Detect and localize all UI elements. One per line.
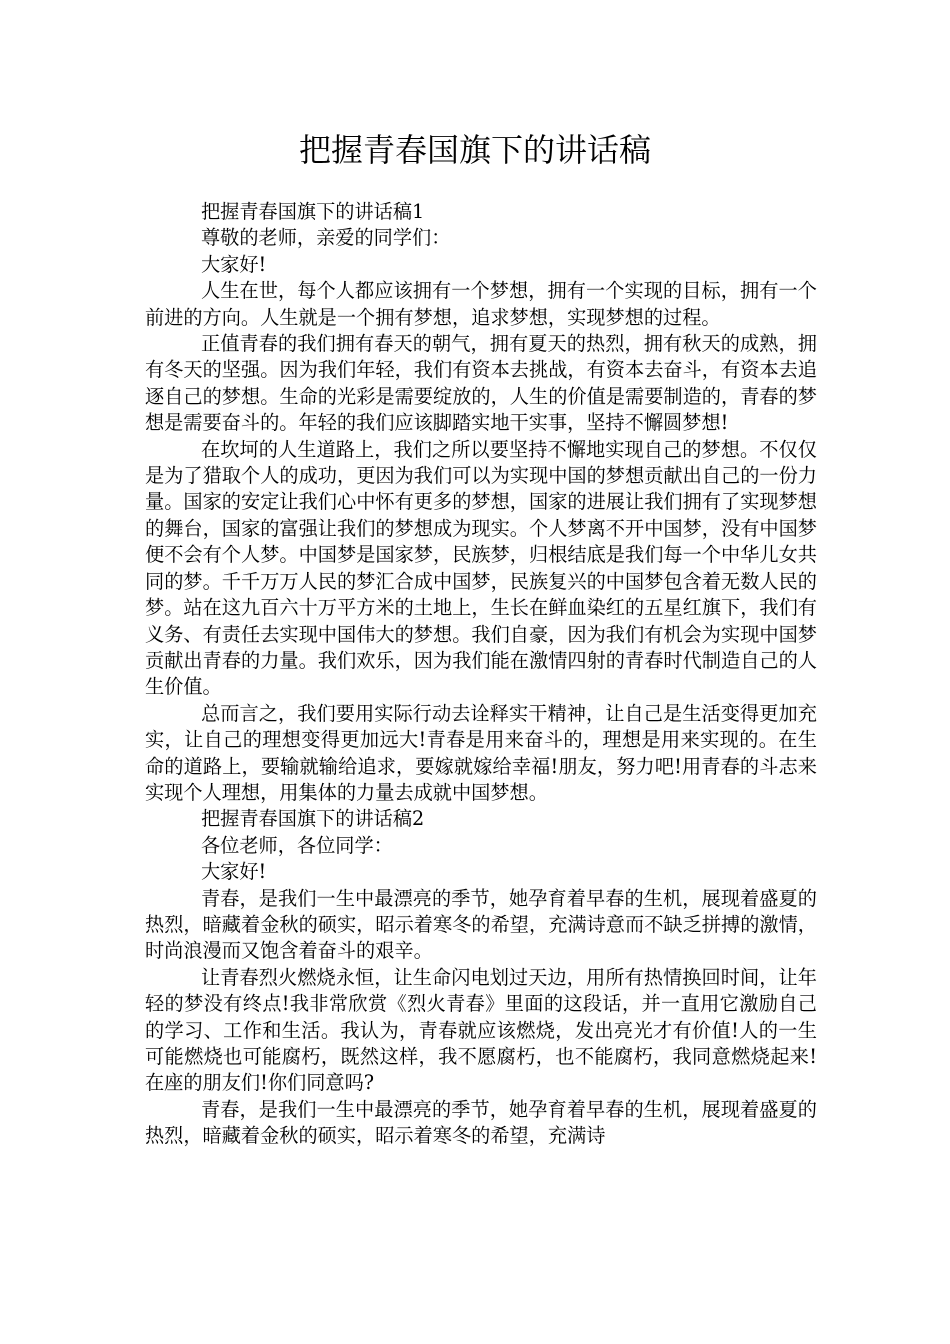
speech-1-salutation: 尊敬的老师，亲爱的同学们： <box>201 226 451 250</box>
body-paragraph: 青春，是我们一生中最漂亮的季节，她孕育着早春的生机，展现着盛夏的热烈，暗藏着金秋的硕实，昭示着寒冬的希望，充满诗 <box>145 1097 817 1148</box>
speech-2-heading: 把握青春国旗下的讲话稿2 <box>201 807 425 831</box>
body-paragraph: 让青春烈火燃烧永恒，让生命闪电划过天边，用所有热情换回时间，让年轻的梦没有终点!我非常欣赏《烈火青春》里面的这段话，并一直用它激励自己的学习、工作和生活。我认为，青春就应该燃烧，发出亮光才有价值!人的一生可能燃烧也可能腐朽，既然这样，我不愿腐朽，也不能腐朽，我同意燃烧起来!在座的朋友们!你们同意吗? <box>145 965 817 1095</box>
body-paragraph: 人生在世，每个人都应该拥有一个梦想，拥有一个实现的目标，拥有一个前进的方向。人生就是一个拥有梦想，追求梦想，实现梦想的过程。 <box>145 279 817 329</box>
body-paragraph: 青春，是我们一生中最漂亮的季节，她孕育着早春的生机，展现着盛夏的热烈，暗藏着金秋的硕实，昭示着寒冬的希望，充满诗意而不缺乏拼搏的激情，时尚浪漫而又饱含着奋斗的艰辛。 <box>145 886 817 963</box>
body-paragraph: 总而言之，我们要用实际行动去诠释实干精神，让自己是生活变得更加充实，让自己的理想变得更加远大!青春是用来奋斗的，理想是用来实现的。在生命的道路上，要输就输给追求，要嫁就嫁给幸福!朋友，努力吧!用青春的斗志来实现个人理想，用集体的力量去成就中国梦想。 <box>145 701 817 804</box>
document-title: 把握青春国旗下的讲话稿 <box>298 131 651 169</box>
document-body <box>145 199 817 1150</box>
body-paragraph: 正值青春的我们拥有春天的朝气，拥有夏天的热烈，拥有秋天的成熟，拥有冬天的坚强。因为我们年轻，我们有资本去挑战，有资本去奋斗，有资本去追逐自己的梦想。生命的光彩是需要绽放的，人生的价值是需要制造的，青春的梦想是需要奋斗的。年轻的我们应该脚踏实地干实事，坚持不懈圆梦想! <box>145 332 817 435</box>
speech-1-greeting: 大家好! <box>201 252 267 276</box>
speech-2-greeting: 大家好! <box>201 860 267 884</box>
speech-2-salutation: 各位老师，各位同学： <box>201 833 393 857</box>
body-paragraph: 在坎坷的人生道路上，我们之所以要坚持不懈地实现自己的梦想。不仅仅是为了猎取个人的成功，更因为我们可以为实现中国的梦想贡献出自己的一份力量。国家的安定让我们心中怀有更多的梦想，国家的进展让我们拥有了实现梦想的舞台，国家的富强让我们的梦想成为现实。个人梦离不开中国梦，没有中国梦便不会有个人梦。中国梦是国家梦，民族梦，归根结底是我们每一个中华儿女共同的梦。千千万万人民的梦汇合成中国梦，民族复兴的中国梦包含着无数人民的梦。站在这九百六十万平方米的土地上，生长在鲜血染红的五星红旗下，我们有义务、有责任去实现中国伟大的梦想。我们自豪，因为我们有机会为实现中国梦贡献出青春的力量。我们欢乐，因为我们能在激情四射的青春时代制造自己的人生价值。 <box>145 437 817 699</box>
speech-1-heading: 把握青春国旗下的讲话稿1 <box>201 200 425 223</box>
